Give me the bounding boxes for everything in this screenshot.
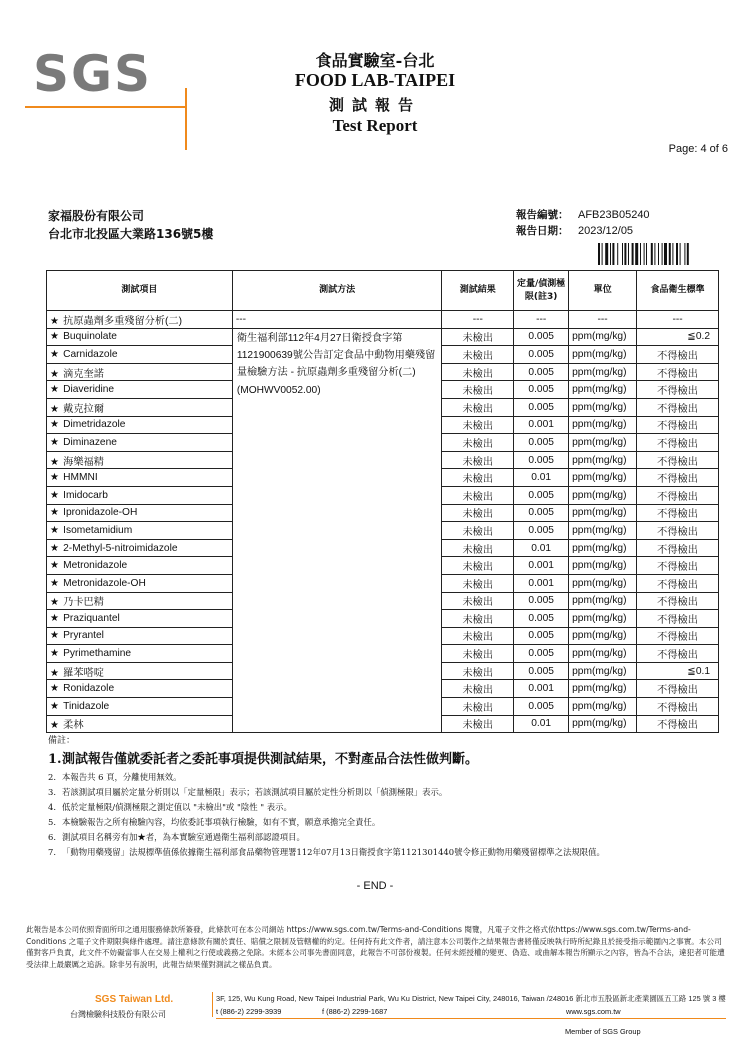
limit-cell: 0.005 (514, 451, 569, 469)
result-cell: 未檢出 (442, 574, 514, 592)
star-icon: ★ (50, 630, 60, 642)
star-icon: ★ (50, 720, 60, 732)
unit-cell: ppm(mg/kg) (569, 451, 637, 469)
limit-cell: 0.005 (514, 592, 569, 610)
star-icon: ★ (50, 507, 60, 519)
footer-tel: t (886-2) 2299-3939 (216, 1007, 282, 1016)
item-cell (47, 504, 233, 522)
item-cell (47, 698, 233, 716)
barcode-bar (605, 243, 608, 265)
company-name-en: SGS Taiwan Ltd. (95, 994, 174, 1005)
star-icon: ★ (50, 384, 60, 396)
barcode-bar (680, 243, 681, 265)
standard-cell: 不得檢出 (637, 486, 719, 504)
limit-cell: 0.001 (514, 680, 569, 698)
item-cell (47, 434, 233, 452)
barcode-bar (628, 243, 629, 265)
result-cell: 未檢出 (442, 486, 514, 504)
standard-cell: 不得檢出 (637, 434, 719, 452)
limit-cell: 0.005 (514, 381, 569, 399)
item-name: Isometamidium (63, 524, 133, 536)
item-name: 滴克奎諾 (63, 368, 104, 380)
standard-cell: 不得檢出 (637, 557, 719, 575)
notes-title: 備註： (48, 736, 76, 746)
note-text: 低於定量極限/偵測極限之測定值以 "未檢出"或 "陰性 " 表示。 (62, 802, 292, 812)
standard-cell: 不得檢出 (637, 698, 719, 716)
note-text: 本檢驗報告之所有檢驗內容，均依委託事項執行檢驗，如有不實，願意承擔完全責任。 (62, 817, 381, 827)
item-name: 2-Methyl-5-nitroimidazole (63, 542, 178, 554)
standard-cell: 不得檢出 (637, 504, 719, 522)
unit-cell: ppm(mg/kg) (569, 469, 637, 487)
lab-name-zh: 食品實驗室-台北 (315, 51, 435, 70)
result-cell: 未檢出 (442, 522, 514, 540)
header-method: 測試方法 (232, 271, 442, 311)
item-cell (47, 451, 233, 469)
item-cell (47, 363, 233, 381)
barcode-bar (610, 243, 611, 265)
item-cell (47, 627, 233, 645)
result-cell: 未檢出 (442, 504, 514, 522)
item-name: 羅苯嗒啶 (63, 667, 104, 679)
unit-cell: ppm(mg/kg) (569, 610, 637, 628)
star-icon: ★ (50, 436, 60, 448)
item-name: Buquinolate (63, 331, 117, 343)
group-row (47, 311, 719, 329)
standard-cell: 不得檢出 (637, 574, 719, 592)
company-name-zh: 台灣檢驗科技股份有限公司 (70, 1010, 166, 1019)
footer-line (216, 1018, 726, 1019)
item-cell (47, 539, 233, 557)
result-cell: 未檢出 (442, 645, 514, 663)
item-name: Ronidazole (63, 683, 115, 695)
star-icon: ★ (50, 315, 60, 327)
item-cell (47, 398, 233, 416)
unit-cell: ppm(mg/kg) (569, 680, 637, 698)
barcode-bar (658, 243, 659, 265)
result-cell: 未檢出 (442, 416, 514, 434)
star-icon: ★ (50, 700, 60, 712)
barcode-bar (651, 243, 653, 265)
group-result: --- (442, 311, 514, 329)
barcode-bar (646, 243, 647, 265)
unit-cell: ppm(mg/kg) (569, 645, 637, 663)
note-item (48, 800, 728, 815)
result-cell: 未檢出 (442, 557, 514, 575)
unit-cell: ppm(mg/kg) (569, 434, 637, 452)
standard-cell: 不得檢出 (637, 381, 719, 399)
barcode-bar (632, 243, 634, 265)
barcode-bar (622, 243, 623, 265)
result-cell: 未檢出 (442, 539, 514, 557)
standard-cell: 不得檢出 (637, 680, 719, 698)
star-icon: ★ (50, 368, 60, 380)
result-cell: 未檢出 (442, 363, 514, 381)
barcode-bar (654, 243, 655, 265)
result-cell: 未檢出 (442, 680, 514, 698)
item-cell (47, 645, 233, 663)
limit-cell: 0.005 (514, 504, 569, 522)
limit-cell: 0.001 (514, 416, 569, 434)
item-cell (47, 416, 233, 434)
standard-cell: 不得檢出 (637, 346, 719, 364)
report-no: AFB23B05240 (578, 209, 650, 221)
star-icon: ★ (50, 472, 60, 484)
item-cell (47, 328, 233, 346)
unit-cell: ppm(mg/kg) (569, 486, 637, 504)
limit-cell: 0.005 (514, 698, 569, 716)
result-cell: 未檢出 (442, 381, 514, 399)
unit-cell: ppm(mg/kg) (569, 557, 637, 575)
barcode-bar (635, 243, 638, 265)
barcode-bar (664, 243, 667, 265)
item-cell (47, 662, 233, 680)
limit-cell: 0.005 (514, 398, 569, 416)
item-name: Pyrimethamine (63, 648, 132, 660)
star-icon: ★ (50, 331, 60, 343)
barcode-bar (644, 243, 645, 265)
item-name: Imidocarb (63, 489, 108, 501)
item-name: 戴克拉爾 (63, 403, 104, 415)
standard-cell: 不得檢出 (637, 610, 719, 628)
member-text: Member of SGS Group (565, 1027, 641, 1036)
standard-cell: 不得檢出 (637, 469, 719, 487)
item-cell (47, 486, 233, 504)
item-name: Tinidazole (63, 700, 110, 712)
group-limit: --- (514, 311, 569, 329)
footer-website[interactable]: www.sgs.com.tw (566, 1007, 621, 1016)
barcode-bar (687, 243, 689, 265)
unit-cell: ppm(mg/kg) (569, 698, 637, 716)
limit-cell: 0.005 (514, 363, 569, 381)
note-number: 5. (48, 817, 56, 827)
unit-cell: ppm(mg/kg) (569, 592, 637, 610)
item-cell (47, 680, 233, 698)
item-name: 乃卡巴精 (63, 597, 104, 609)
item-cell (47, 346, 233, 364)
standard-cell: 不得檢出 (637, 451, 719, 469)
unit-cell: ppm(mg/kg) (569, 381, 637, 399)
barcode-bar (617, 243, 618, 265)
title-zh: 測試報告 (328, 96, 421, 114)
unit-cell: ppm(mg/kg) (569, 574, 637, 592)
footer-fax: f (886-2) 2299-1687 (322, 1007, 388, 1016)
unit-cell: ppm(mg/kg) (569, 416, 637, 434)
item-cell (47, 557, 233, 575)
unit-cell: ppm(mg/kg) (569, 539, 637, 557)
standard-cell: ≦0.2 (637, 328, 719, 346)
result-cell: 未檢出 (442, 346, 514, 364)
barcode-bar (624, 243, 626, 265)
result-cell: 未檢出 (442, 698, 514, 716)
note-number: 2. (48, 772, 56, 782)
group-item (47, 311, 233, 329)
item-cell (47, 610, 233, 628)
unit-cell: ppm(mg/kg) (569, 522, 637, 540)
header-item: 測試項目 (47, 271, 233, 311)
standard-cell: 不得檢出 (637, 645, 719, 663)
standard-cell: 不得檢出 (637, 592, 719, 610)
item-cell (47, 574, 233, 592)
item-name: Diminazene (63, 436, 117, 448)
result-cell: 未檢出 (442, 592, 514, 610)
report-no-label: 報告編號： (516, 209, 569, 221)
table-row (47, 328, 719, 346)
group-standard: --- (637, 311, 719, 329)
note-number: 7. (48, 847, 56, 857)
note-number: 1. (48, 752, 62, 767)
result-cell: 未檢出 (442, 627, 514, 645)
result-cell: 未檢出 (442, 451, 514, 469)
standard-cell: 不得檢出 (637, 363, 719, 381)
note-text: 若該測試項目屬於定量分析則以「定量極限」表示；若該測試項目屬於定性分析則以「偵測極限」表示。 (62, 787, 448, 797)
item-name: Ipronidazole-OH (63, 507, 138, 519)
standard-cell: 不得檢出 (637, 715, 719, 733)
limit-cell: 0.005 (514, 434, 569, 452)
barcode-bar (672, 243, 673, 265)
unit-cell: ppm(mg/kg) (569, 328, 637, 346)
item-name: Dimetridazole (63, 419, 126, 431)
star-icon: ★ (50, 489, 60, 501)
barcode-bar (676, 243, 678, 265)
unit-cell: ppm(mg/kg) (569, 715, 637, 733)
star-icon: ★ (50, 612, 60, 624)
barcode-bar (602, 243, 603, 265)
footer-divider (212, 992, 213, 1017)
item-name: Praziquantel (63, 612, 120, 624)
note-item (48, 830, 728, 845)
result-cell: 未檢出 (442, 610, 514, 628)
unit-cell: ppm(mg/kg) (569, 504, 637, 522)
limit-cell: 0.005 (514, 486, 569, 504)
client-name: 家福股份有限公司 (48, 209, 145, 223)
star-icon: ★ (50, 667, 60, 679)
standard-cell: 不得檢出 (637, 627, 719, 645)
item-name: Metronidazole-OH (63, 577, 146, 589)
report-date: 2023/12/05 (578, 225, 634, 237)
item-name: Pryrantel (63, 630, 104, 642)
item-name: Metronidazole (63, 560, 128, 572)
barcode-bar (669, 243, 671, 265)
unit-cell: ppm(mg/kg) (569, 363, 637, 381)
limit-cell: 0.005 (514, 627, 569, 645)
standard-cell: 不得檢出 (637, 539, 719, 557)
star-icon: ★ (50, 524, 60, 536)
client-address: 台北市北投區大業路136號5樓 (48, 227, 214, 241)
note-number: 3. (48, 787, 56, 797)
group-method: --- (232, 311, 442, 329)
note-text: 測試項目名稱旁有加★者，為本實驗室通過衛生福利部認證項目。 (62, 832, 305, 842)
note-item (48, 770, 728, 785)
standard-cell: 不得檢出 (637, 416, 719, 434)
limit-cell: 0.005 (514, 522, 569, 540)
unit-cell: ppm(mg/kg) (569, 398, 637, 416)
note-text: 本報告共 6 頁，分離使用無效。 (62, 772, 182, 782)
item-name: Carnidazole (63, 348, 118, 360)
barcode-bar (598, 243, 600, 265)
result-cell: 未檢出 (442, 398, 514, 416)
results-table (46, 270, 719, 733)
header-result: 測試結果 (442, 271, 514, 311)
limit-cell: 0.005 (514, 645, 569, 663)
unit-cell: ppm(mg/kg) (569, 346, 637, 364)
report-meta (516, 207, 650, 239)
item-cell (47, 381, 233, 399)
item-name: 海樂福精 (63, 456, 104, 468)
star-icon: ★ (50, 403, 60, 415)
report-date-label: 報告日期： (516, 225, 569, 237)
footer-disclaimer: 此報告是本公司依照背面所印之通用服務條款所簽發，此條款可在本公司網站 https://www.sgs.com.tw/Terms-and-Conditions 閱覽，凡電子文件之格式依https://www.sgs.com.tw/Terms-and-Conditions 之電子文件期限與條件處理。請注意條款有關於責任、賠償之限制及管轄權的約定。任何持有此文件者，請注意本公司製作之結果報告書將僅反映執行時所紀錄且於接受指示範圍內之事實。本公司僅對客戶負責，此文件不妨礙當事人在交易上權利之行使或義務之免除。未經本公司事先書面同意，此報告不可部份複製。任何未經授權的變更、偽造、或曲解本報告所顯示之內容，皆為不合法，違犯者可能遭受法律上最嚴厲之追訴。除非另有說明，此報告結果僅對測試之樣品負責。 (26, 925, 725, 969)
lab-name-en: FOOD LAB-TAIPEI (294, 70, 456, 90)
client-info (48, 207, 213, 243)
header-standard: 食品衛生標準 (637, 271, 719, 311)
note-text: 「動物用藥殘留」法規標準值係依據衛生福利部食品藥物管理署112年07月13日衛授食字第1121301440號令修正動物用藥殘留標準之法規限值。 (62, 847, 605, 857)
standard-cell: 不得檢出 (637, 398, 719, 416)
note-item (48, 785, 728, 800)
star-icon: ★ (50, 683, 60, 695)
barcode-bar (612, 243, 614, 265)
notes-section (48, 733, 728, 860)
limit-cell: 0.01 (514, 539, 569, 557)
result-cell: 未檢出 (442, 662, 514, 680)
unit-cell: ppm(mg/kg) (569, 662, 637, 680)
limit-cell: 0.005 (514, 346, 569, 364)
result-cell: 未檢出 (442, 469, 514, 487)
item-name: 柔林 (63, 720, 84, 732)
standard-cell: 不得檢出 (637, 522, 719, 540)
group-item-label: 抗原蟲劑多重殘留分析(二) (63, 315, 182, 327)
barcode (598, 243, 718, 265)
result-cell: 未檢出 (442, 715, 514, 733)
star-icon: ★ (50, 348, 60, 360)
limit-cell: 0.001 (514, 557, 569, 575)
method-cell: 衛生福利部112年4月27日衛授食字第1121900639號公告訂定食品中動物用藥殘留量檢驗方法 - 抗原蟲劑多重殘留分析(二)(MOHWV0052.00) (232, 328, 442, 733)
star-icon: ★ (50, 648, 60, 660)
star-icon: ★ (50, 560, 60, 572)
star-icon: ★ (50, 597, 60, 609)
limit-cell: 0.005 (514, 662, 569, 680)
footer-address: 3F, 125, Wu Kung Road, New Taipei Industrial Park, Wu Ku District, New Taipei City, 248016, Taiwan /248016 新北市五股區新北產業園區五工路 125 號 3 樓 (216, 994, 726, 1003)
limit-cell: 0.001 (514, 574, 569, 592)
limit-cell: 0.01 (514, 715, 569, 733)
barcode-bar (684, 243, 685, 265)
title-en: Test Report (332, 116, 418, 135)
end-marker: - END - (356, 880, 394, 892)
group-unit: --- (569, 311, 637, 329)
item-cell (47, 522, 233, 540)
barcode-bar (662, 243, 663, 265)
item-cell (47, 592, 233, 610)
star-icon: ★ (50, 577, 60, 589)
page-number: Page: 4 of 6 (668, 143, 728, 155)
note-number: 4. (48, 802, 56, 812)
unit-cell: ppm(mg/kg) (569, 627, 637, 645)
result-cell: 未檢出 (442, 434, 514, 452)
limit-cell: 0.01 (514, 469, 569, 487)
star-icon: ★ (50, 456, 60, 468)
header-limit: 定量/偵測極限(註3) (514, 271, 569, 311)
note-item (48, 845, 728, 860)
barcode-bar (640, 243, 641, 265)
item-name: HMMNI (63, 472, 98, 484)
table-header-row (47, 271, 719, 311)
result-cell: 未檢出 (442, 328, 514, 346)
header-unit: 單位 (569, 271, 637, 311)
limit-cell: 0.005 (514, 328, 569, 346)
note-text: 測試報告僅就委託者之委託事項提供測試結果，不對產品合法性做判斷。 (62, 752, 479, 767)
standard-cell: ≦0.1 (637, 662, 719, 680)
star-icon: ★ (50, 542, 60, 554)
note-item (48, 815, 728, 830)
item-cell (47, 469, 233, 487)
logo-text: SGS (33, 45, 153, 103)
item-cell (47, 715, 233, 733)
star-icon: ★ (50, 419, 60, 431)
item-name: Diaveridine (63, 384, 115, 396)
note-item (48, 750, 728, 770)
note-number: 6. (48, 832, 56, 842)
limit-cell: 0.005 (514, 610, 569, 628)
